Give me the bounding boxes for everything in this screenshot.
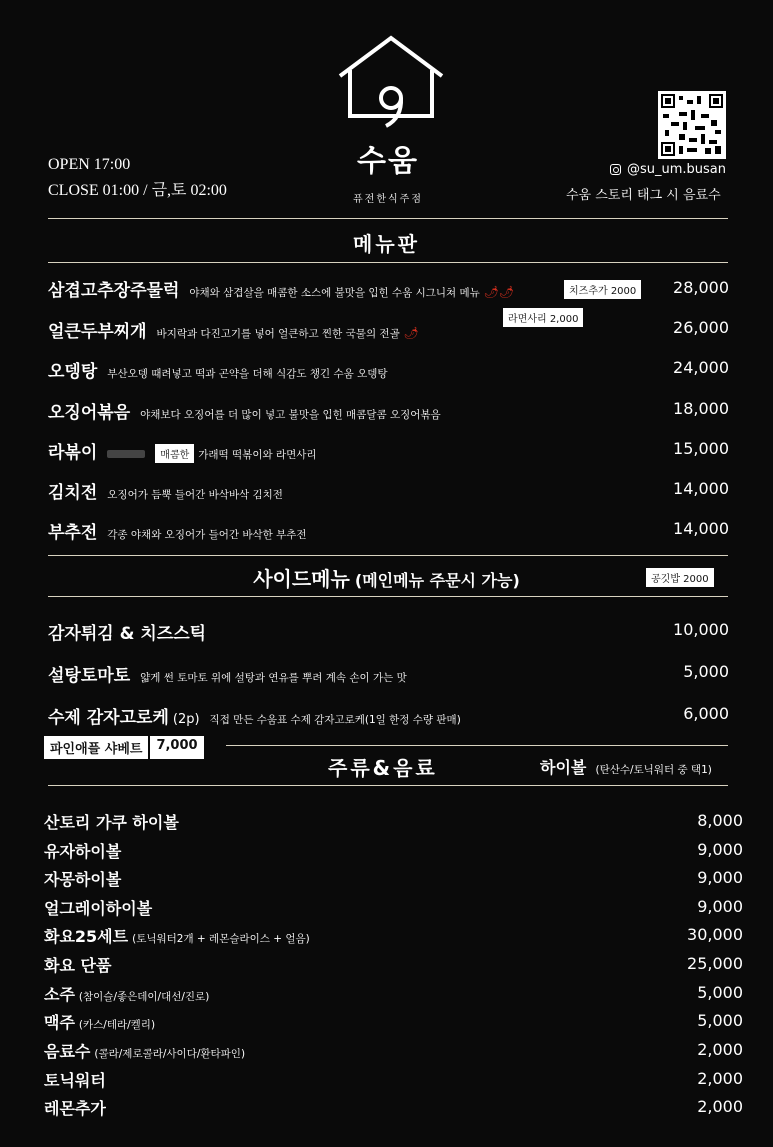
side-title-sub: (메인메뉴 주문시 가능) bbox=[354, 571, 520, 590]
drink-price: 25,000 bbox=[687, 954, 743, 973]
drink-item bbox=[44, 953, 111, 976]
drink-item bbox=[44, 924, 310, 947]
drink-name: 유자하이볼 bbox=[44, 842, 122, 861]
spicy-note: 매콤한 bbox=[155, 444, 194, 463]
menu-item bbox=[48, 438, 317, 463]
story-promo: 수움 스토리 태그 시 음료수 bbox=[566, 188, 721, 203]
drink-item bbox=[44, 1039, 245, 1062]
drink-item bbox=[44, 1096, 106, 1119]
menu-item-price: 26,000 bbox=[673, 318, 729, 337]
drink-name: 맥주 bbox=[44, 1013, 75, 1032]
drink-price: 9,000 bbox=[697, 868, 743, 887]
menu-item-desc: 각종 야채와 오징어가 들어간 바삭한 부추전 bbox=[107, 529, 307, 541]
drink-item bbox=[44, 896, 152, 919]
drink-item bbox=[44, 982, 209, 1005]
divider bbox=[48, 218, 728, 219]
drink-item bbox=[44, 1068, 106, 1091]
menu-item-name: 삼겹고추장주물럭 bbox=[48, 281, 180, 301]
side-item bbox=[48, 661, 407, 686]
chili-icon: 🌶🌶 bbox=[483, 285, 515, 299]
drink-price: 5,000 bbox=[697, 1011, 743, 1030]
divider bbox=[48, 785, 728, 786]
menu-item-desc: 바지락과 다진고기를 넣어 얼큰하고 찐한 국물의 전골 bbox=[156, 328, 400, 340]
smudge-mark bbox=[107, 450, 145, 458]
menu-item-name: 오뎅탕 bbox=[48, 362, 98, 382]
menu-item bbox=[48, 518, 307, 543]
side-item-name: 감자튀김 & 치즈스틱 bbox=[48, 624, 207, 644]
open-time: OPEN 17:00 bbox=[48, 156, 131, 173]
instagram-handle[interactable] bbox=[610, 162, 726, 177]
add-cheese-note: 치즈추가 2000 bbox=[564, 280, 641, 299]
drink-price: 2,000 bbox=[697, 1069, 743, 1088]
menu-item-price: 15,000 bbox=[673, 439, 729, 458]
side-item-name-sub: (2p) bbox=[172, 712, 200, 727]
highball-header bbox=[540, 755, 712, 778]
menu-item-price: 14,000 bbox=[673, 479, 729, 498]
divider bbox=[226, 745, 728, 746]
menu-item-desc: 오징어가 듬뿍 들어간 바삭바삭 김치전 bbox=[107, 489, 283, 501]
qr-code[interactable] bbox=[658, 91, 726, 159]
menu-item-name: 김치전 bbox=[48, 483, 98, 503]
instagram-text: @su_um.busan bbox=[627, 162, 727, 177]
menu-item bbox=[48, 478, 283, 503]
drink-name: 토닉워터 bbox=[44, 1071, 106, 1090]
side-item bbox=[48, 619, 206, 644]
menu-item-price: 14,000 bbox=[673, 519, 729, 538]
sticker-name: 파인애플 샤베트 bbox=[44, 736, 148, 759]
side-item bbox=[48, 703, 461, 728]
side-item-desc: 직접 만든 수움표 수제 감자고로케(1일 한정 수량 판매) bbox=[209, 714, 461, 726]
divider bbox=[48, 262, 728, 263]
side-item-price: 10,000 bbox=[673, 620, 729, 639]
drink-name: 음료수 bbox=[44, 1042, 91, 1061]
drink-sub: (참이슬/좋은데이/대선/진로) bbox=[78, 991, 210, 1003]
menu-item bbox=[48, 276, 514, 301]
drink-name: 화요25세트 bbox=[44, 927, 129, 946]
menu-item bbox=[48, 357, 388, 382]
menu-item-name: 부추전 bbox=[48, 523, 98, 543]
menu-item-price: 28,000 bbox=[673, 278, 729, 297]
menu-item-desc: 가래떡 떡볶이와 라면사리 bbox=[198, 449, 317, 461]
divider bbox=[48, 596, 728, 597]
drink-price: 8,000 bbox=[697, 811, 743, 830]
drink-name: 자몽하이볼 bbox=[44, 870, 122, 889]
drink-item bbox=[44, 867, 121, 890]
drink-name: 소주 bbox=[44, 985, 75, 1004]
menu-item-price: 24,000 bbox=[673, 358, 729, 377]
drink-name: 얼그레이하이볼 bbox=[44, 899, 153, 918]
hours bbox=[48, 152, 227, 204]
drinks-title: 주류&음료 bbox=[328, 756, 438, 780]
drink-price: 2,000 bbox=[697, 1040, 743, 1059]
qr-code-icon bbox=[661, 94, 723, 156]
drink-item bbox=[44, 1010, 155, 1033]
side-item-price: 6,000 bbox=[683, 704, 729, 723]
menu-item bbox=[48, 317, 419, 342]
menu-item-name: 얼큰두부찌개 bbox=[48, 322, 147, 342]
menu-item-name: 라볶이 bbox=[48, 443, 98, 463]
highball-label: 하이볼 bbox=[540, 758, 587, 777]
rice-note: 공깃밥 2000 bbox=[646, 568, 714, 587]
divider bbox=[48, 555, 728, 556]
side-item-name: 수제 감자고로케 bbox=[48, 708, 169, 728]
drink-sub: (토닉워터2개 + 레몬슬라이스 + 얼음) bbox=[132, 933, 310, 945]
drink-price: 5,000 bbox=[697, 983, 743, 1002]
brand-name: 수움 bbox=[357, 144, 419, 179]
drink-price: 2,000 bbox=[697, 1097, 743, 1116]
menu-item-desc: 야채보다 오징어를 더 많이 넣고 불맛을 입힌 매콤달콤 오징어볶음 bbox=[140, 409, 441, 421]
drink-item bbox=[44, 839, 121, 862]
side-item-desc: 얇게 썬 토마토 위에 설탕과 연유를 뿌려 계속 손이 가는 맛 bbox=[140, 672, 407, 684]
menu-item-desc: 부산오뎅 때려넣고 떡과 곤약을 더해 식감도 챙긴 수움 오뎅탕 bbox=[107, 368, 388, 380]
drink-price: 30,000 bbox=[687, 925, 743, 944]
drink-sub: (카스/테라/켈리) bbox=[78, 1019, 156, 1031]
sticker-price: 7,000 bbox=[150, 736, 203, 759]
drink-name: 산토리 가쿠 하이볼 bbox=[44, 813, 179, 832]
menu-item-desc: 야채와 삼겹살을 매콤한 소스에 불맛을 입힌 수움 시그니쳐 메뉴 bbox=[189, 287, 480, 299]
pineapple-sticker bbox=[44, 736, 204, 759]
drink-item bbox=[44, 810, 179, 833]
menu-item-name: 오징어볶음 bbox=[48, 403, 131, 423]
ramen-sari-note: 라면사리 2,000 bbox=[503, 308, 583, 327]
highball-sub: (탄산수/토닉워터 중 택1) bbox=[595, 764, 712, 776]
instagram-icon bbox=[610, 164, 621, 175]
brand-subtitle: 퓨전한식주점 bbox=[353, 194, 423, 205]
drink-price: 9,000 bbox=[697, 840, 743, 859]
menu-title: 메뉴판 bbox=[353, 232, 420, 256]
close-time: CLOSE 01:00 / 금,토 02:00 bbox=[48, 182, 227, 199]
menu-item-price: 18,000 bbox=[673, 399, 729, 418]
drink-price: 9,000 bbox=[697, 897, 743, 916]
drink-sub: (콜라/제로콜라/사이다/환타파인) bbox=[94, 1048, 246, 1060]
side-title: 사이드메뉴 bbox=[253, 567, 350, 591]
menu-item bbox=[48, 398, 441, 423]
drink-name: 화요 단품 bbox=[44, 956, 112, 975]
drink-name: 레몬추가 bbox=[44, 1099, 106, 1118]
side-item-price: 5,000 bbox=[683, 662, 729, 681]
side-item-name: 설탕토마토 bbox=[48, 666, 131, 686]
chili-icon: 🌶 bbox=[403, 326, 419, 340]
